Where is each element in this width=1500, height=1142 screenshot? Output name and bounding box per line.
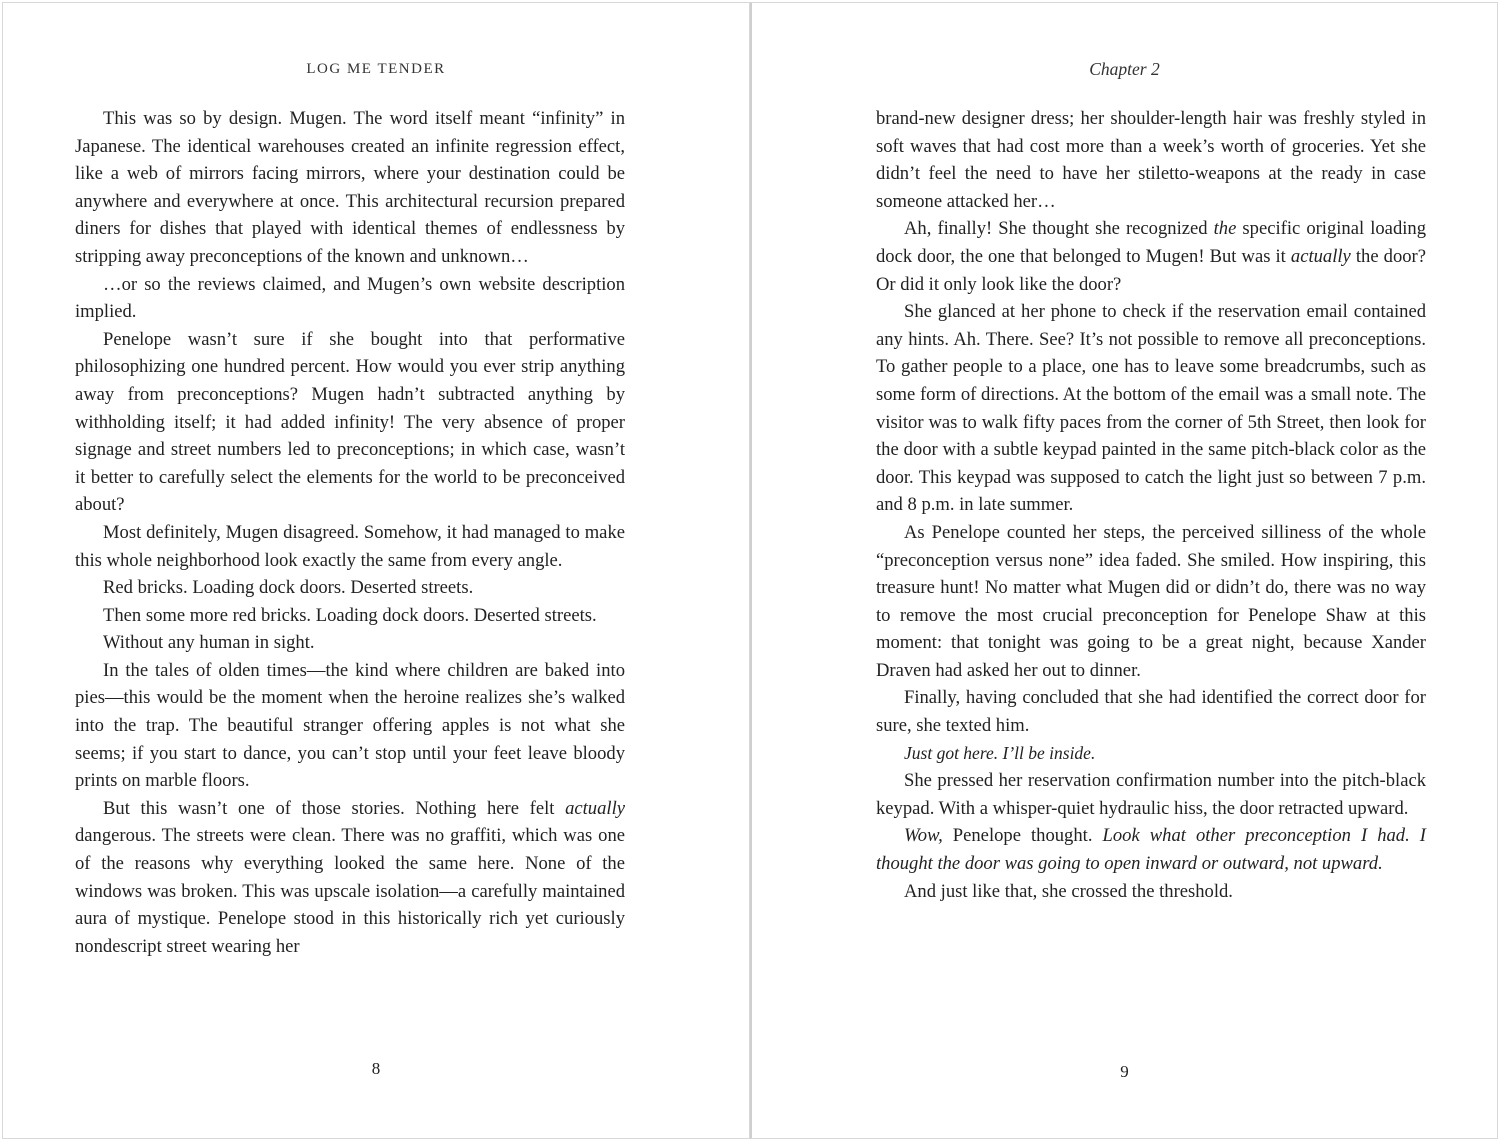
- emphasis-text: actually: [1290, 245, 1351, 267]
- emphasis-text: Look what other preconception I had. I thought the door was going to open inward or outward, not upward.: [876, 825, 1426, 875]
- emphasis-text: actually: [565, 797, 625, 819]
- text-message-paragraph: Just got here. I’ll be inside.: [904, 742, 1096, 763]
- running-head-chapter: Chapter 2: [1089, 59, 1160, 79]
- emphasis-text: Wow,: [904, 825, 943, 847]
- running-head-title: LOG ME TENDER: [306, 61, 446, 77]
- paragraph: [75, 795, 625, 961]
- paragraph: Then some more red bricks. Loading dock doors. Deserted streets.: [103, 604, 597, 626]
- text-run: But this wasn’t one of those stories. Nothing here felt: [103, 797, 566, 819]
- paragraph: This was so by design. Mugen. The word itself meant “infinity” in Japanese. The identical warehouses created an infinite regression effect, like a web of mirrors facing mirrors, where your destination could be anywhere and everywhere at once. This architectural recursion prepared diners for dishes that played with identical themes of endlessness by stripping away preconceptions of the known and unknown…: [75, 108, 625, 267]
- paragraph: Without any human in sight.: [103, 632, 315, 654]
- page-number: 8: [371, 1059, 381, 1078]
- paragraph-continued: brand-new designer dress; her shoulder-length hair was freshly styled in soft waves that had cost more than a week’s worth of groceries. Yet she didn’t feel the need to have her stiletto-weapons at the ready in case someone attacked her…: [876, 108, 1426, 212]
- paragraph: Most definitely, Mugen disagreed. Somehow, it had managed to make this whole neighborhood look exactly the same from every angle.: [75, 521, 625, 571]
- right-page-body: [876, 105, 1426, 905]
- left-page-body: [75, 105, 625, 960]
- paragraph: …or so the reviews claimed, and Mugen’s own website description implied.: [75, 273, 625, 323]
- paragraph: In the tales of olden times—the kind where children are baked into pies—this would be the moment when the heroine realizes she’s walked into the trap. The beautiful stranger offering apples is not what she seems; if you start to dance, you can’t stop until your feet leave bloody prints on marble floors.: [75, 659, 625, 792]
- paragraph: Finally, having concluded that she had identified the correct door for sure, she texted him.: [876, 687, 1426, 737]
- emphasis-text: the: [1213, 218, 1237, 240]
- text-run: specific original loading dock door, the one that belonged to Mugen! But was it: [876, 218, 1426, 267]
- paragraph: And just like that, she crossed the threshold.: [904, 880, 1233, 902]
- paragraph: Penelope wasn’t sure if she bought into that performative philosophizing one hundred percent. How would you ever strip anything away from preconceptions? Mugen hadn’t subtracted anything by withholding itself; it had added infinity! The very absence of proper signage and street numbers led to preconceptions; in which case, wasn’t it better to carefully select the elements for the world to be preconceived about?: [75, 328, 625, 516]
- paragraph: Red bricks. Loading dock doors. Deserted streets.: [103, 577, 474, 599]
- paragraph: She pressed her reservation confirmation number into the pitch-black keypad. With a whisper-quiet hydraulic hiss, the door retracted upward.: [876, 770, 1426, 819]
- left-page: [2, 2, 750, 1139]
- paragraph: As Penelope counted her steps, the perceived silliness of the whole “preconception versus none” idea faded. She smiled. How inspiring, this treasure hunt! No matter what Mugen did or didn’t do, there was no way to remove the most crucial preconception for Penelope Shaw at this moment: that tonight was going to be a great night, because Xander Draven had asked her out to dinner.: [876, 521, 1426, 681]
- text-run: Penelope thought.: [942, 825, 1103, 847]
- paragraph: [876, 215, 1426, 298]
- text-run: the door? Or did it only look like the door?: [876, 245, 1426, 295]
- text-run: dangerous. The streets were clean. There was no graffiti, which was one of the reasons why everything looked the same here. None of the windows was broken. This was upscale isolation—a carefully maintained aura of mystique. Penelope stood in this historically rich yet curiously nondescript street wearing her: [75, 825, 625, 957]
- right-page: [750, 2, 1498, 1139]
- paragraph: She glanced at her phone to check if the reservation email contained any hints. Ah. There. See? It’s not possible to remove all preconceptions. To gather people to a place, one has to leave some breadcrumbs, such as some form of directions. At the bottom of the email was a small note. The visitor was to walk fifty paces from the corner of 5th Street, then look for the door with a subtle keypad painted in the same pitch-black color as the door. This keypad was supposed to catch the light just so between 7 p.m. and 8 p.m. in late summer.: [876, 301, 1426, 516]
- text-run: Ah, finally! She thought she recognized: [904, 218, 1214, 240]
- page-number: 9: [1120, 1062, 1129, 1081]
- paragraph: [876, 822, 1426, 877]
